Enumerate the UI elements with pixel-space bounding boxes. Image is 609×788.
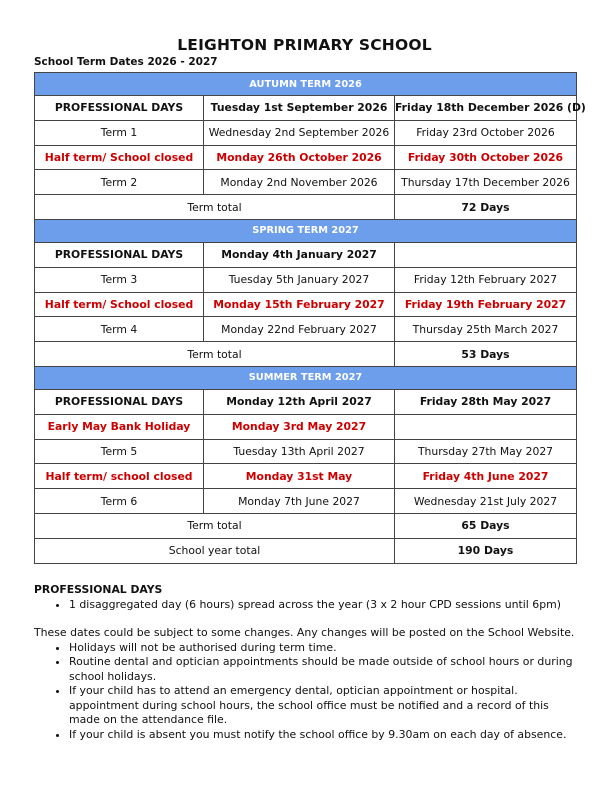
row-label: Term 3	[35, 267, 204, 292]
row-label: Half term/ School closed	[35, 292, 204, 317]
page-title: LEIGHTON PRIMARY SCHOOL	[177, 36, 432, 54]
end-date: Friday 30th October 2026	[395, 145, 577, 170]
notes-section	[34, 583, 579, 742]
term-total-value: 53 Days	[395, 342, 577, 367]
end-date: Thursday 17th December 2026	[395, 170, 577, 195]
table-row	[35, 464, 577, 489]
table-row	[35, 414, 577, 439]
professional-days-list	[34, 598, 579, 613]
start-date: Monday 3rd May 2027	[204, 414, 395, 439]
autumn-term-banner: AUTUMN TERM 2026	[35, 73, 577, 96]
table-row	[35, 145, 577, 170]
row-label: Term 2	[35, 170, 204, 195]
row-label: Term 1	[35, 120, 204, 145]
start-date: Monday 2nd November 2026	[204, 170, 395, 195]
table-row	[35, 242, 577, 267]
end-date: Friday 19th February 2027	[395, 292, 577, 317]
start-date: Monday 7th June 2027	[204, 489, 395, 514]
end-date: Friday 28th May 2027	[395, 389, 577, 414]
table-row	[35, 317, 577, 342]
row-label: Term 5	[35, 439, 204, 464]
end-date: Thursday 25th March 2027	[395, 317, 577, 342]
row-label: PROFESSIONAL DAYS	[35, 96, 204, 121]
row-label: Term 4	[35, 317, 204, 342]
summer-term-banner: SUMMER TERM 2027	[35, 366, 577, 389]
start-date: Monday 31st May	[204, 464, 395, 489]
year-total-label: School year total	[35, 538, 395, 563]
term-total-row	[35, 195, 577, 220]
table-row	[35, 439, 577, 464]
term-banner-row	[35, 366, 577, 389]
list-item: • Holidays will not be authorised during term time.	[69, 641, 579, 656]
row-label: Early May Bank Holiday	[35, 414, 204, 439]
year-total-value: 190 Days	[395, 538, 577, 563]
table-row	[35, 170, 577, 195]
term-total-label: Term total	[35, 342, 395, 367]
start-date: Tuesday 5th January 2027	[204, 267, 395, 292]
end-date: Thursday 27th May 2027	[395, 439, 577, 464]
end-date: Friday 12th February 2027	[395, 267, 577, 292]
table-row	[35, 489, 577, 514]
year-total-row	[35, 538, 577, 563]
term-total-row	[35, 342, 577, 367]
start-date: Tuesday 13th April 2027	[204, 439, 395, 464]
row-label: PROFESSIONAL DAYS	[35, 242, 204, 267]
start-date: Monday 22nd February 2027	[204, 317, 395, 342]
term-total-label: Term total	[35, 513, 395, 538]
spring-term-banner: SPRING TERM 2027	[35, 219, 577, 242]
start-date: Monday 15th February 2027	[204, 292, 395, 317]
term-banner-row	[35, 73, 577, 96]
page-subtitle: School Term Dates 2026 - 2027	[34, 56, 218, 68]
table-row	[35, 96, 577, 121]
start-date: Monday 4th January 2027	[204, 242, 395, 267]
end-date: Friday 18th December 2026 (D)	[395, 96, 577, 121]
term-total-value: 72 Days	[395, 195, 577, 220]
row-label: PROFESSIONAL DAYS	[35, 389, 204, 414]
professional-days-heading: PROFESSIONAL DAYS	[34, 583, 163, 596]
table-row	[35, 292, 577, 317]
term-total-value: 65 Days	[395, 513, 577, 538]
end-date: Friday 23rd October 2026	[395, 120, 577, 145]
term-banner-row	[35, 219, 577, 242]
list-item: • 1 disaggregated day (6 hours) spread across the year (3 x 2 hour CPD sessions until 6pm)	[69, 598, 579, 613]
notes-intro: These dates could be subject to some changes. Any changes will be posted on the School Website.	[34, 626, 575, 639]
start-date: Monday 12th April 2027	[204, 389, 395, 414]
term-total-label: Term total	[35, 195, 395, 220]
table-row	[35, 389, 577, 414]
row-label: Half term/ school closed	[35, 464, 204, 489]
start-date: Tuesday 1st September 2026	[204, 96, 395, 121]
end-date	[395, 242, 577, 267]
list-item: • If your child is absent you must notify the school office by 9.30am on each day of absence.	[69, 728, 579, 743]
start-date: Wednesday 2nd September 2026	[204, 120, 395, 145]
row-label: Half term/ School closed	[35, 145, 204, 170]
list-item: • Routine dental and optician appointments should be made outside of school hours or during school holidays.	[69, 655, 579, 684]
term-dates-table	[34, 72, 586, 564]
policy-list	[34, 641, 579, 743]
term-total-row	[35, 513, 577, 538]
end-date	[395, 414, 577, 439]
list-item: • If your child has to attend an emergency dental, optician appointment or hospital. appointment during school hours, the school office must be notified and a record of this made on the attendance file.	[69, 684, 579, 728]
end-date: Friday 4th June 2027	[395, 464, 577, 489]
end-date: Wednesday 21st July 2027	[395, 489, 577, 514]
table-row	[35, 267, 577, 292]
start-date: Monday 26th October 2026	[204, 145, 395, 170]
table-row	[35, 120, 577, 145]
row-label: Term 6	[35, 489, 204, 514]
